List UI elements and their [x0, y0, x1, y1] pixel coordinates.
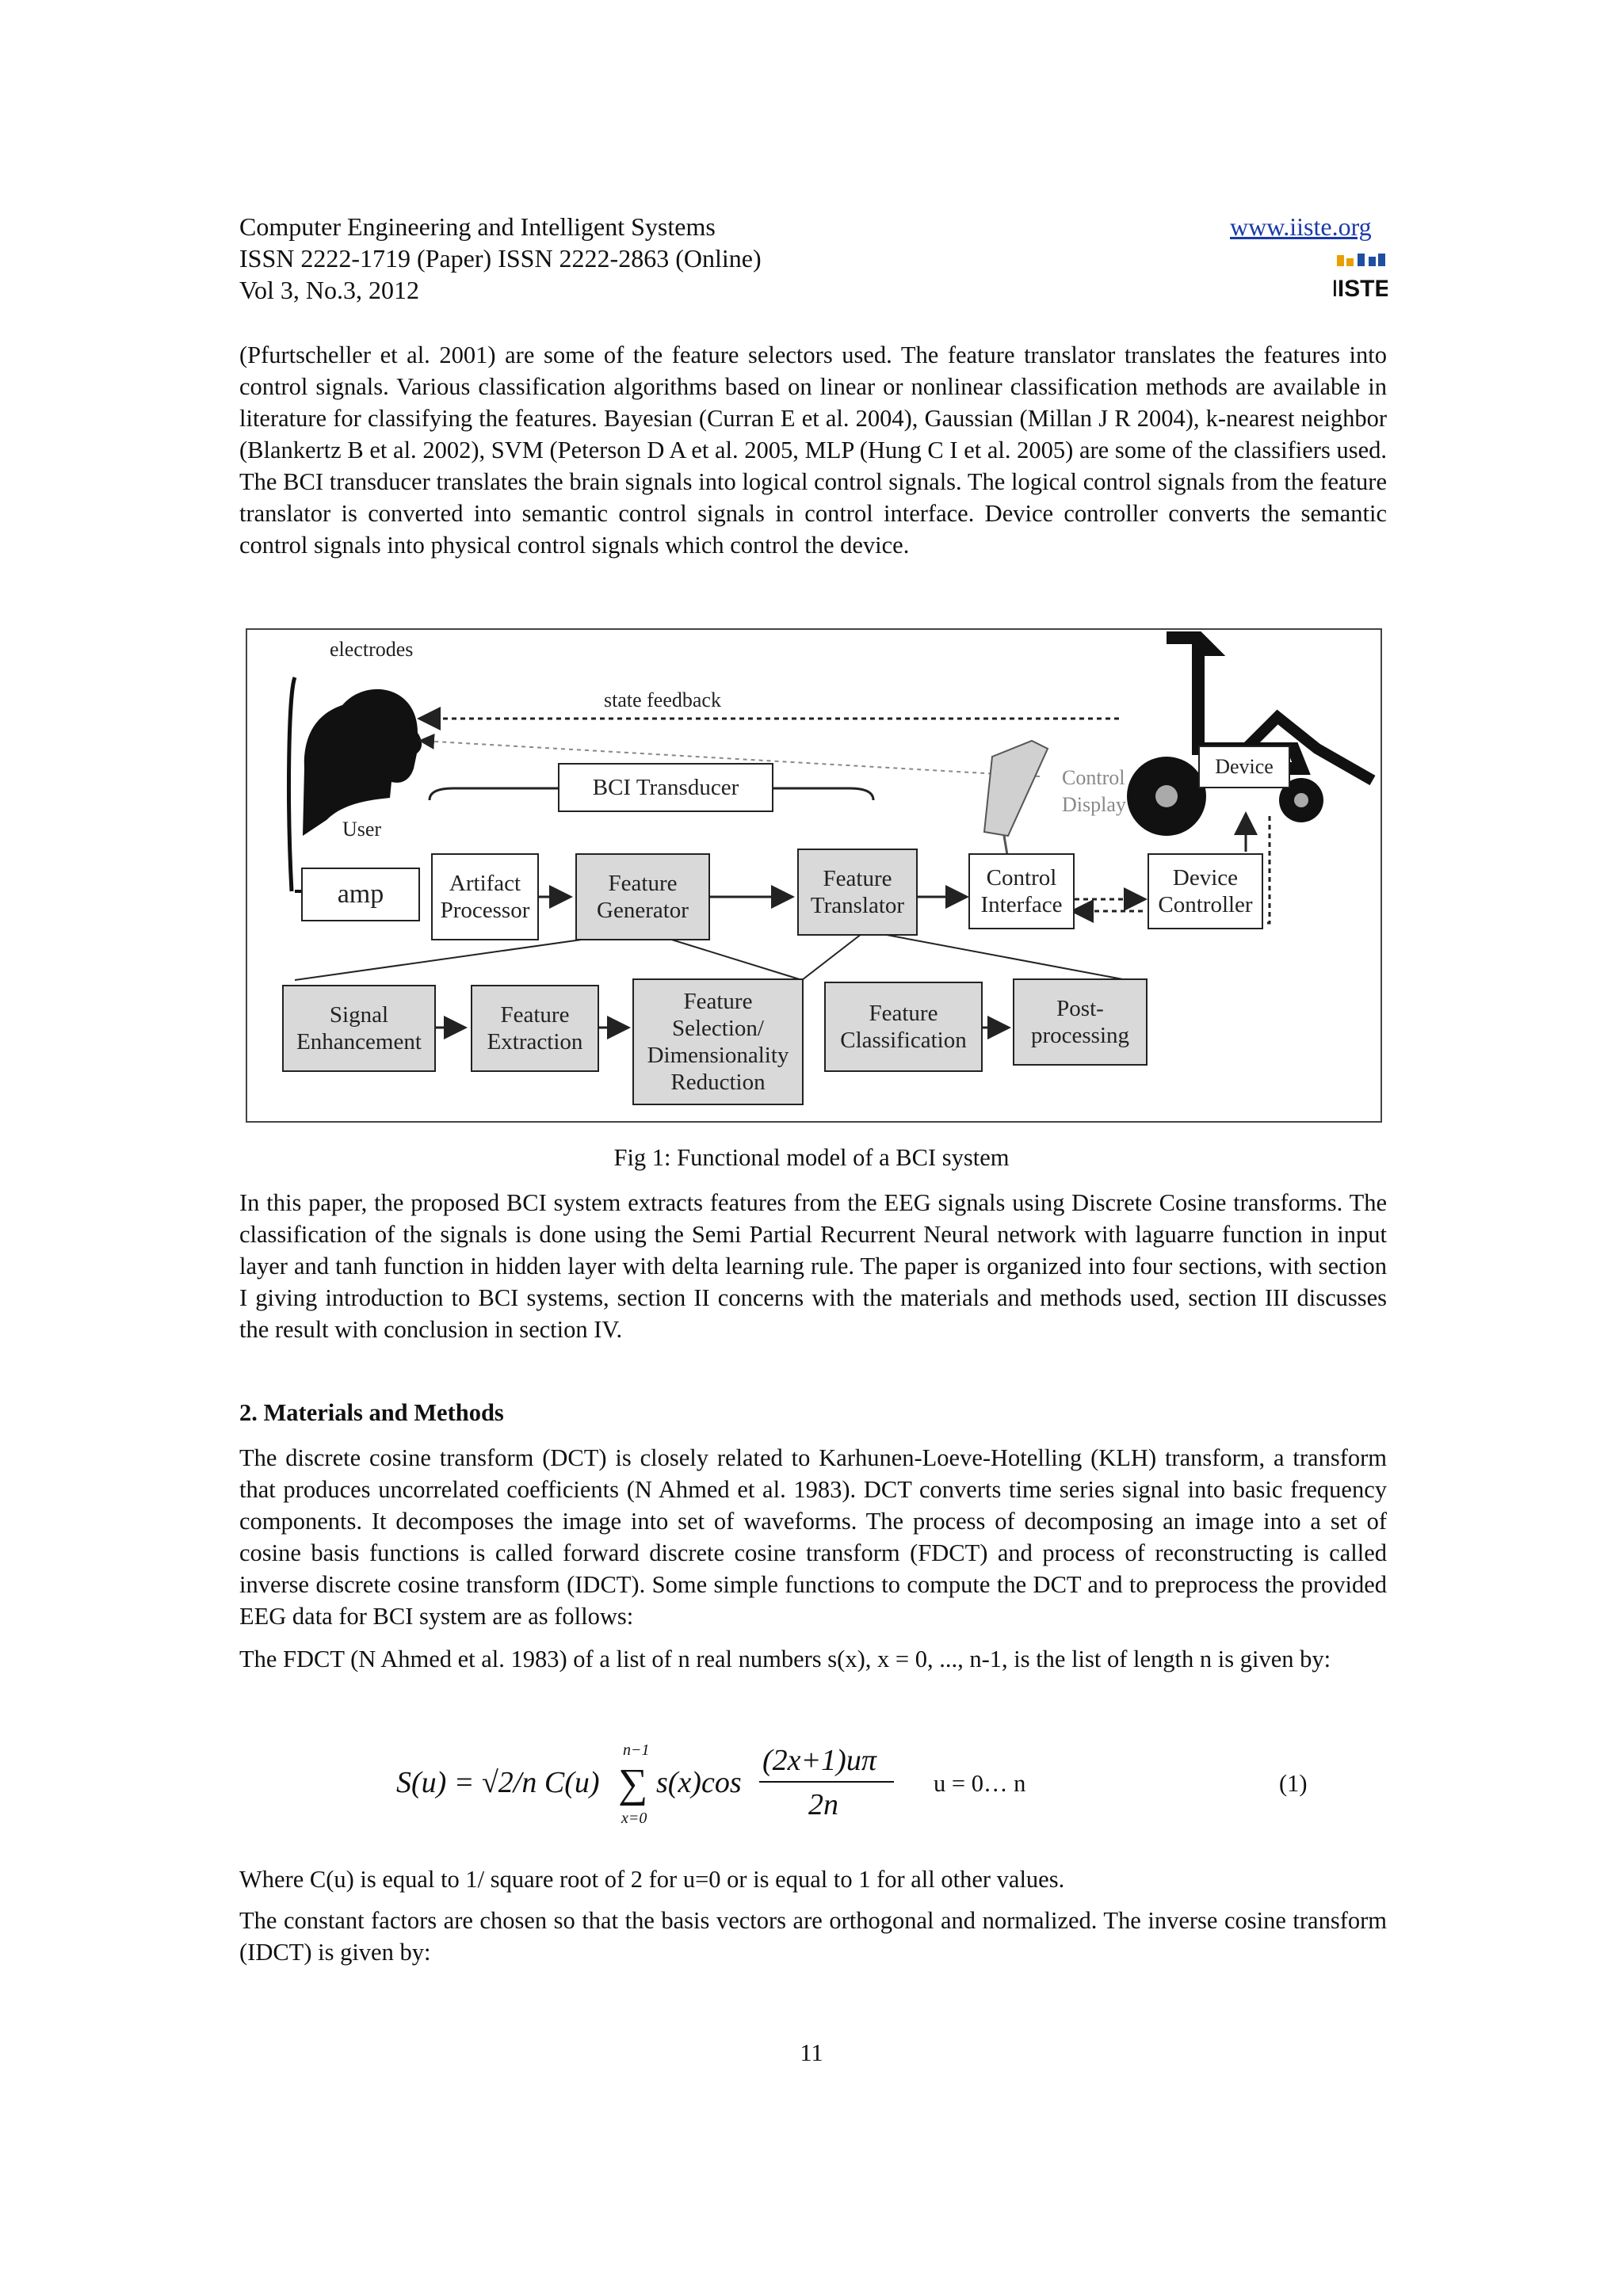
feature-selection-box: Feature Selection/ Dimensionality Reduction: [632, 978, 804, 1105]
wheelchair-icon: [1127, 638, 1373, 836]
equation-numerator: (2x+1)uπ: [762, 1744, 876, 1777]
paragraph-idct-intro: The constant factors are chosen so that the basis vectors are orthogonal and normalized. The inverse cosine transform (IDCT) is given by:: [239, 1907, 1387, 1966]
equation-lhs: S(u) = √2/n C(u): [396, 1766, 600, 1799]
page-number: 11: [800, 2039, 823, 2066]
bci-functional-model-figure: [246, 628, 1382, 1123]
paragraph-dct-description: The discrete cosine transform (DCT) is closely related to Karhunen-Loeve-Hotelling (KLH) transform, a transform that produces uncorrelated coefficients (N Ahmed et al. 1983). DCT converts time series signal into basic frequency components. It decomposes the image into set of waveforms. The process of decomposing an image into a set of cosine basis functions is called forward discrete cosine transform (FDCT) and process of reconstructing is called inverse discrete cosine transform (IDCT). Some simple functions to compute the DCT and to preprocess the provided EEG data for BCI system are as follows:: [239, 1444, 1387, 1630]
paragraph-intro-continued: (Pfurtscheller et al. 2001) are some of the feature selectors used. The feature translator translates the features into control signals. Various classification algorithms based on linear or nonlinear classification methods are available in literature for classifying the features. Bayesian (Curran E et al. 2004), Gaussian (Millan J R 2004), k-nearest neighbor (Blankertz B et al. 2002), SVM (Peterson D A et al. 2005, MLP (Hung C I et al. 2005) are some of the classifiers used. The BCI transducer translates the brain signals into logical control signals. The logical control signals from the feature translator is converted into semantic control signals in control interface. Device controller converts the semantic control signals into physical control signals which control the device.: [239, 341, 1387, 559]
paragraph-cu-definition: Where C(u) is equal to 1/ square root of 2 for u=0 or is equal to 1 for all other values.: [239, 1866, 1065, 1893]
state-feedback-label: state feedback: [604, 688, 721, 711]
section-heading: 2. Materials and Methods: [239, 1399, 504, 1426]
iiste-logo: [1334, 252, 1388, 303]
control-display-monitor-icon: [984, 741, 1048, 860]
post-processing-box: Post- processing: [1013, 978, 1148, 1066]
signal-enhancement-box: Signal Enhancement: [282, 985, 436, 1072]
equation-denominator: 2n: [808, 1788, 838, 1821]
bci-transducer-label-box: BCI Transducer: [558, 763, 773, 812]
feature-extraction-box: Feature Extraction: [471, 985, 599, 1072]
volume-line: Vol 3, No.3, 2012: [239, 276, 419, 304]
equation-number: (1): [1279, 1770, 1308, 1797]
equation-range: u = 0… n: [934, 1770, 1026, 1797]
device-label-box: Device: [1198, 746, 1290, 788]
equation-sum-bottom: x=0: [621, 1810, 647, 1827]
feature-generator-box: Feature Generator: [575, 853, 710, 940]
svg-text:IISTE: IISTE: [1334, 276, 1388, 302]
sigma-symbol: ∑: [618, 1761, 648, 1806]
journal-title: Computer Engineering and Intelligent Systems: [239, 212, 716, 241]
fraction-bar: [759, 1781, 894, 1783]
user-label: User: [342, 818, 382, 841]
figure-caption: Fig 1: Functional model of a BCI system: [613, 1144, 1010, 1171]
amp-box: amp: [301, 868, 420, 921]
paragraph-fdct-intro: The FDCT (N Ahmed et al. 1983) of a list of n real numbers s(x), x = 0, ..., n-1, is the list of length n is given by:: [239, 1646, 1331, 1672]
paragraph-proposed-system: In this paper, the proposed BCI system extracts features from the EEG signals using Discrete Cosine transforms. The classification of the signals is done using the Semi Partial Recurrent Neural network with laguarre function in input layer and tanh function in hidden layer with delta learning rule. The paper is organized into four sections, with section I giving introduction to BCI systems, section II concerns with the materials and methods used, section III discusses the result with conclusion in section IV.: [239, 1189, 1387, 1343]
control-display-label: Control Display: [1062, 766, 1126, 816]
feature-classification-box: Feature Classification: [824, 982, 983, 1072]
issn-line: ISSN 2222-1719 (Paper) ISSN 2222-2863 (Online): [239, 244, 762, 273]
control-interface-box: Control Interface: [968, 853, 1075, 929]
feature-translator-box: Feature Translator: [797, 849, 918, 936]
equation-sum-top: n−1: [623, 1741, 650, 1759]
website-link[interactable]: www.iiste.org: [1230, 212, 1372, 241]
artifact-processor-box: Artifact Processor: [431, 853, 539, 940]
equation-term: s(x)cos: [656, 1766, 742, 1799]
user-head-silhouette: [289, 677, 422, 891]
electrodes-label: electrodes: [330, 638, 414, 661]
device-controller-box: Device Controller: [1148, 853, 1263, 929]
